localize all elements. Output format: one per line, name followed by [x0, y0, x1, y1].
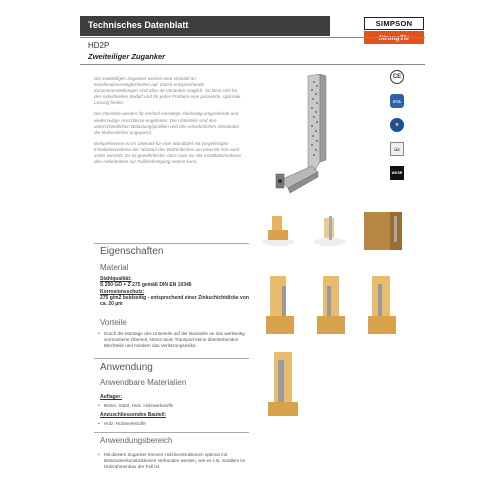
example-photo	[260, 212, 298, 250]
black-label-icon: WKSR	[390, 166, 404, 180]
eta-icon: ETA	[390, 94, 404, 108]
anwendungsbereich-bullet: • Mit diesem Zuganker können Holzkonstruktionen optimal mit Betonunterkonstruktionen verbunden werden, wie es z.B. vorallem im Holzrahmenbau der Fall ist.	[104, 452, 249, 470]
auflager-label: Auflager:	[100, 394, 122, 400]
example-photo	[364, 272, 402, 338]
subsection-material: Material	[100, 263, 129, 272]
subsection-anwendungsbereich: Anwendungsbereich	[100, 436, 173, 445]
brand-logo-top: SIMPSON	[364, 17, 424, 30]
example-photo	[313, 272, 351, 338]
intro-text	[94, 76, 242, 170]
intro-paragraph: Beispielsweise ist im Unterteil für eine Wandtafel mit vorgefertigter Installationsebene der Abstand des Bolzenloches um etwa 60 mm nach innen versetzt. Es ist gewährleistet, dass man vor der Installationsebene den Ankerbolzen zur Fußfreifestigung setzen kann.	[94, 140, 242, 165]
auflager-label-wrap	[100, 394, 250, 400]
example-photo	[264, 350, 310, 420]
intro-paragraph: Die Oberteile werden für einfach einseitige, beidseitig umgreifende und viederseitige Anschlüsse angeboten. Die Unterteile sind den unterschiedlichen Belastungsprofilen und den erforderlichen Abständen der Bolzenlöcher angepasst.	[94, 111, 240, 135]
anzuschliessendes-label: Anzuschliessendes Bauteil:	[100, 412, 167, 418]
header-rule-bottom	[80, 64, 425, 65]
brand-logo	[364, 17, 424, 44]
section-rule	[94, 243, 249, 244]
section-eigenschaften: Eigenschaften	[100, 246, 164, 257]
ce-mark-icon: CE	[390, 70, 404, 84]
header-title: Technisches Datenblatt	[88, 20, 189, 30]
anzuschliessendes-bullet: • Holz, Holzwerkstoffe	[104, 421, 249, 427]
header-rule	[80, 37, 425, 38]
product-code: HD2P	[88, 41, 110, 50]
section-anwendung: Anwendung	[100, 362, 153, 373]
section-rule	[94, 432, 249, 433]
example-photo	[310, 212, 350, 250]
subsection-anwendbare-materialien: Anwendbare Materialien	[100, 378, 187, 387]
example-photo	[360, 208, 408, 254]
example-photo	[262, 272, 300, 338]
anzuschliessendes-label-wrap	[100, 412, 250, 418]
quality-icon: ÜZ	[390, 142, 404, 156]
section-rule	[94, 358, 249, 359]
korrosionsschutz-label: Korrosionsschutz:	[100, 288, 145, 295]
product-photo	[268, 74, 358, 204]
vorteile-bullet: • Durch die Montage des Unterteils auf der Baustelle an das werkseitig vormontierte Oberteil, stören beim Transport keine überstehenden Blechteile und mindern das Verletzungsrisiko.	[104, 331, 249, 349]
certification-icons	[390, 70, 410, 190]
material-specs	[100, 276, 250, 307]
product-name: Zweiteiliger Zuganker	[88, 52, 166, 61]
stahlqualitaet-label: Stahlqualität:	[100, 276, 132, 282]
intro-paragraph: Die zweiteiligen Zuganker weisen eine Vielzahl an Kombinationsmöglichkeiten auf. Durch entsprechende Zusammenstellungen sind über 40 Varianten möglich. So lässt sich für den individuellen Bedarf und für jedes Problem eine passende, optimale Lösung finden.	[94, 76, 241, 106]
subsection-vorteile: Vorteile	[100, 318, 127, 327]
eu-flag-icon: ★	[390, 118, 404, 132]
stahlqualitaet-value: S 250 GD + Z 275 gemäß DIN EN 10346	[100, 282, 192, 289]
auflager-bullet: • Beton, Stahl, Holz, Holzwerkstoffe	[104, 403, 249, 409]
korrosionsschutz-value: 275 g/m2 beidseitig - entsprechend einer Zinkschichtdicke von ca. 20 µm	[100, 294, 249, 308]
